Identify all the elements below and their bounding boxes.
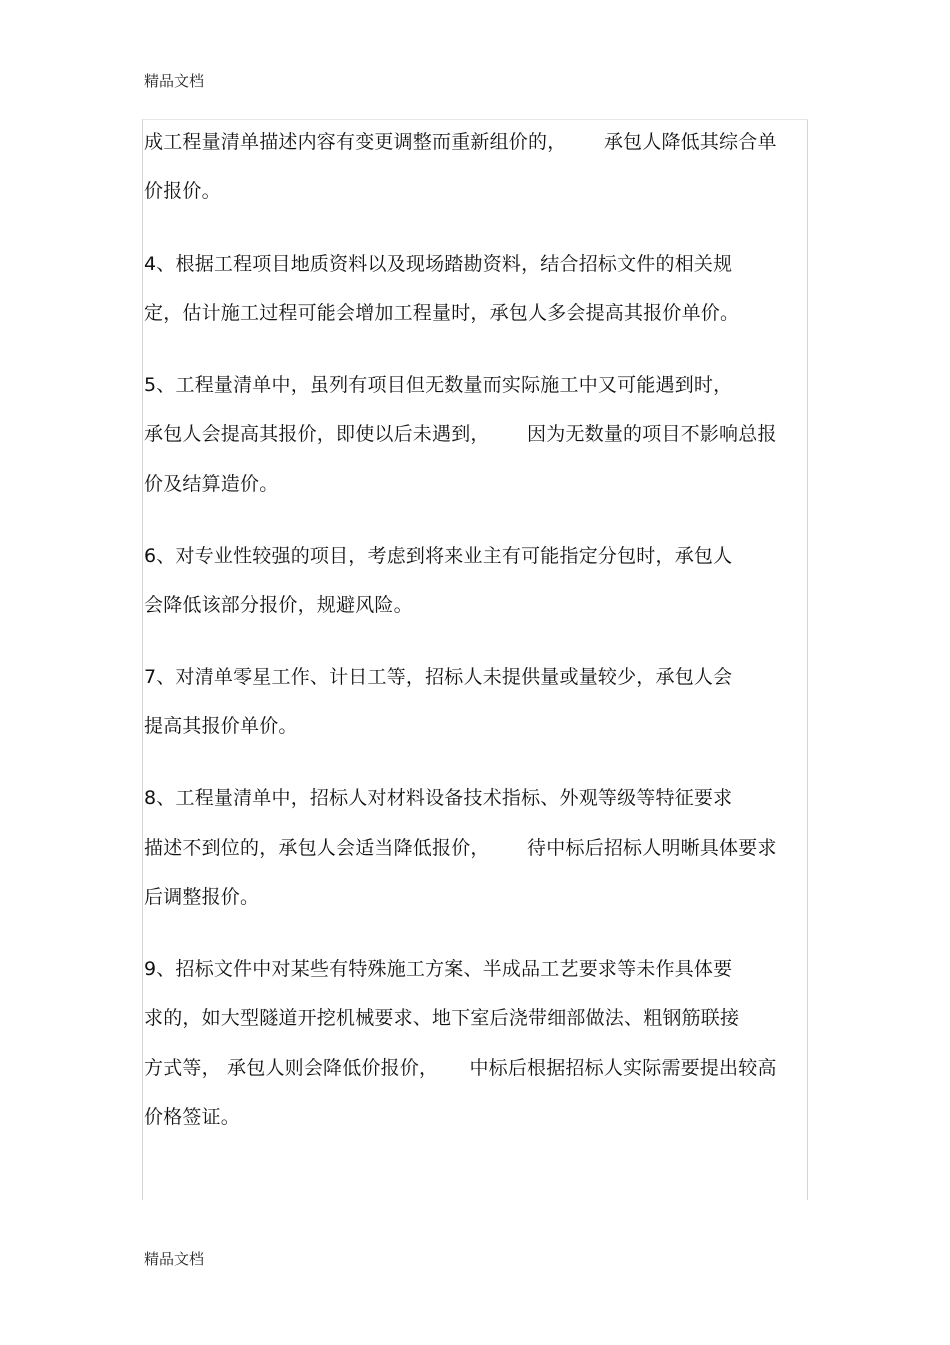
text-line: 后调整报价。 [144,886,260,908]
text-line: 方式等， 承包人则会降低价报价， 中标后根据招标人实际需要提出较高 [144,1057,777,1079]
text-line: 定，估计施工过程可能会增加工程量时，承包人多会提高其报价单价。 [144,302,740,324]
text-line: 价及结算造价。 [144,473,279,495]
text-line: 5、工程量清单中，虽列有项目但无数量而实际施工中又可能遇到时， [144,374,733,396]
text-line: 8、工程量清单中，招标人对材料设备技术指标、外观等级等特征要求 [144,787,733,809]
text-line: 4、根据工程项目地质资料以及现场踏勘资料，结合招标文件的相关规 [144,253,733,275]
text-line: 提高其报价单价。 [144,715,298,737]
text-line: 6、对专业性较强的项目，考虑到将来业主有可能指定分包时，承包人 [144,545,733,567]
content-frame [142,119,808,1200]
text-line: 价报价。 [144,180,221,202]
text-line: 承包人会提高其报价，即使以后未遇到， 因为无数量的项目不影响总报 [144,423,777,445]
text-line: 7、对清单零星工作、计日工等，招标人未提供量或量较少，承包人会 [144,666,733,688]
text-line: 描述不到位的，承包人会适当降低报价， 待中标后招标人明晰具体要求 [144,837,777,859]
page-header-label: 精品文档 [144,72,205,90]
text-line: 9、招标文件中对某些有特殊施工方案、半成品工艺要求等未作具体要 [144,958,733,980]
text-line: 价格签证。 [144,1106,241,1128]
text-line: 求的，如大型隧道开挖机械要求、地下室后浇带细部做法、粗钢筋联接 [144,1007,740,1029]
page-footer-label: 精品文档 [144,1250,205,1268]
text-line: 会降低该部分报价，规避风险。 [144,594,413,616]
text-line: 成工程量清单描述内容有变更调整而重新组价的， 承包人降低其综合单 [144,131,777,153]
